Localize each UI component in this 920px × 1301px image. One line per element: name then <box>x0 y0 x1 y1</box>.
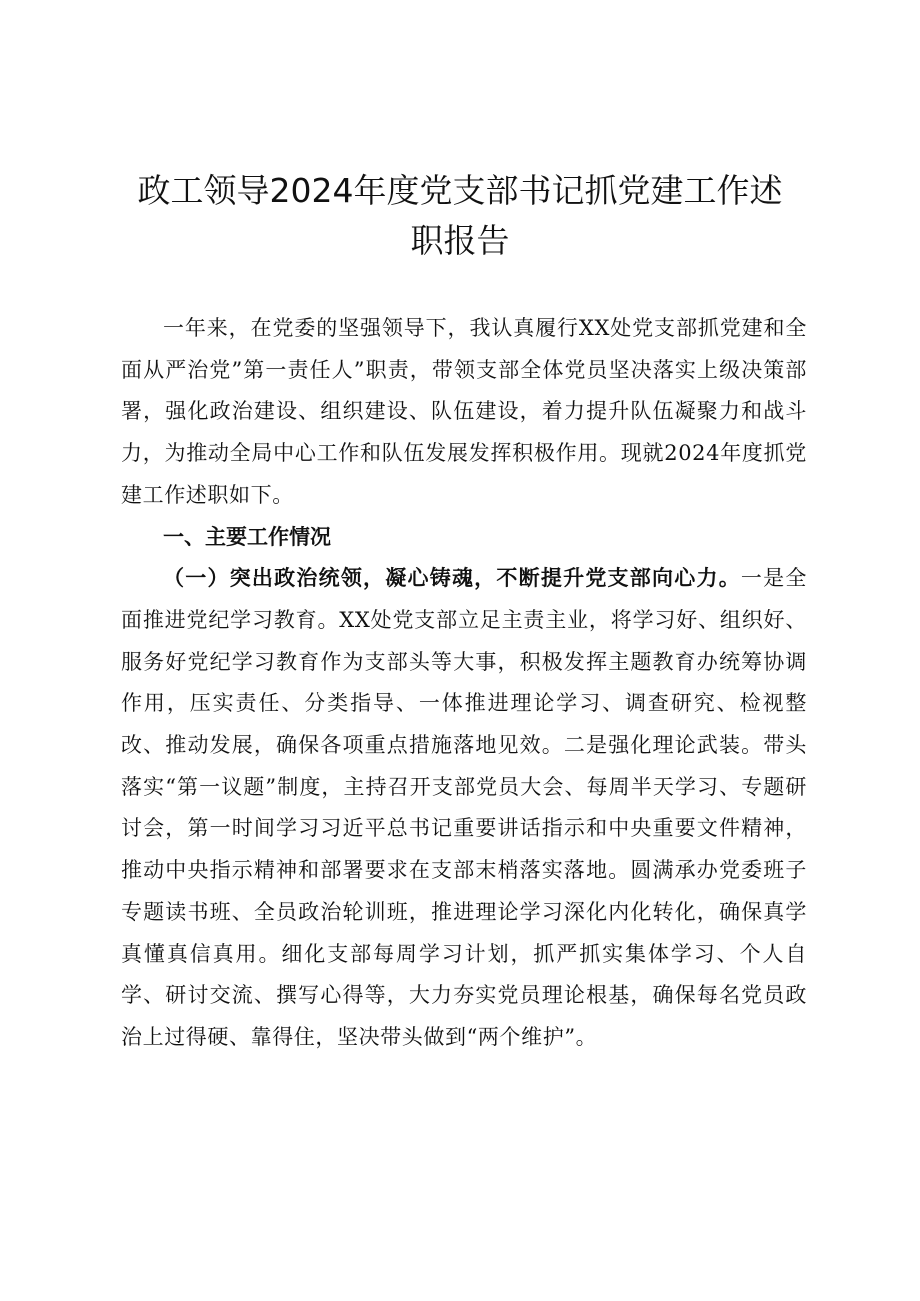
subsection-body: 一是全面推进党纪学习教育。XX处党支部立足主责主业，将学习好、组织好、服务好党纪学习教育作为支部头等大事，积极发挥主题教育办统筹协调作用，压实责任、分类指导、一体推进理论学习、调查研究、检视整改、推动发展，确保各项重点措施落地见效。二是强化理论武装。带头落实“第一议题”制度，主持召开支部党员大会、每周半天学习、专题研讨会，第一时间学习习近平总书记重要讲话指示和中央重要文件精神，推动中央指示精神和部署要求在支部末梢落实落地。圆满承办党委班子专题读书班、全员政治轮训班，推进理论学习深化内化转化，确保真学真懂真信真用。细化支部每周学习计划，抓严抓实集体学习、个人自学、研讨交流、撰写心得等，大力夯实党员理论根基，确保每名党员政治上过得硬、靠得住，坚决带头做到“两个维护”。 <box>121 566 807 1049</box>
intro-paragraph: 一年来，在党委的坚强领导下，我认真履行XX处党支部抓党建和全面从严治党”第一责任人”职责，带领支部全体党员坚决落实上级决策部署，强化政治建设、组织建设、队伍建设，着力提升队伍凝聚力和战斗力，为推动全局中心工作和队伍发展发挥积极作用。现就2024年度抓党建工作述职如下。 <box>121 316 807 507</box>
document-body <box>121 308 807 1059</box>
subsection-paragraph <box>121 558 807 1058</box>
section-heading: 一、主要工作情况 <box>163 524 331 549</box>
title-line-2: 职报告 <box>410 221 510 260</box>
subsection-heading: （一）突出政治统领，凝心铸魂，不断提升党支部向心力。 <box>163 566 741 591</box>
document-title <box>120 166 800 266</box>
title-line-1: 政工领导2024年度党支部书记抓党建工作述 <box>137 171 783 210</box>
